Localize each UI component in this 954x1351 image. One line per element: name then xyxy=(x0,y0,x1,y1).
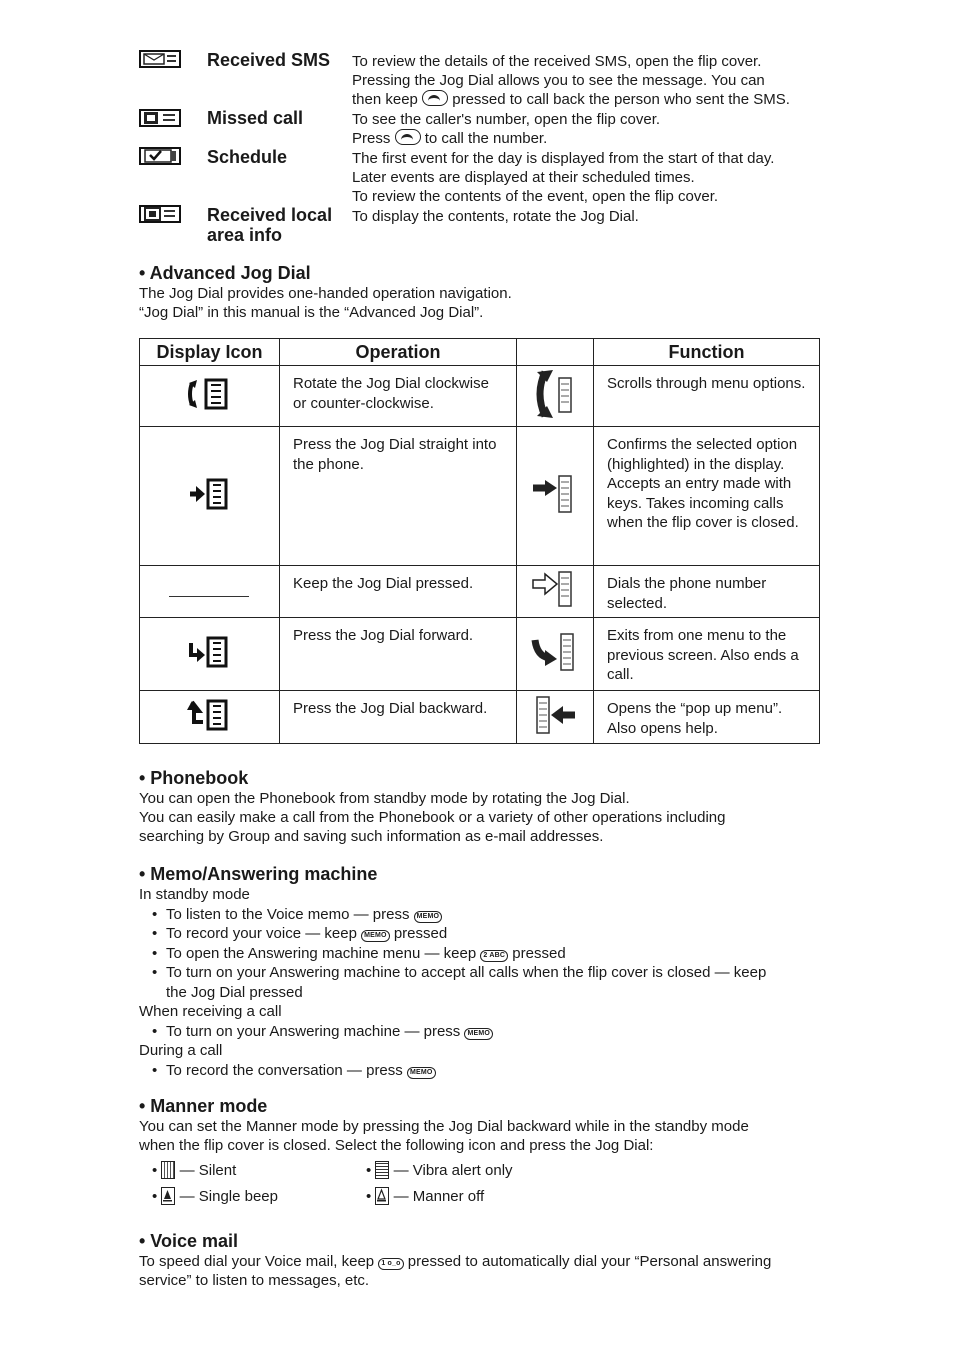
silent-icon xyxy=(161,1161,175,1179)
phonebook-heading: • Phonebook xyxy=(139,768,249,788)
missed-call-icon xyxy=(139,109,181,127)
memo-body xyxy=(139,885,829,1080)
key-1-icon: 1 o_o xyxy=(378,1258,403,1270)
manner-p1: You can set the Manner mode by pressing the Jog Dial backward while in the standby mode xyxy=(139,1118,749,1135)
missed-call-line2a: Press xyxy=(352,130,391,147)
local-area-info-title2: area info xyxy=(207,225,283,245)
op-rotate: Rotate the Jog Dial clockwise or counter-clockwise. xyxy=(293,375,489,412)
fn-backward: Opens the “pop up menu”. Also opens help. xyxy=(607,700,783,737)
table-row xyxy=(140,366,820,427)
received-sms-line3a: then keep xyxy=(352,91,418,108)
memo-b5-text: To turn on your Answering machine — press xyxy=(166,1022,461,1040)
forward-icon xyxy=(140,618,280,691)
memo-b3a-text: To open the Answering machine menu — keep xyxy=(166,944,477,962)
memo-standby-label: In standby mode xyxy=(139,886,250,903)
local-area-info-icon xyxy=(139,205,181,223)
received-sms-line3b: pressed to call back the person who sent the SMS. xyxy=(452,91,790,108)
memo-heading: • Memo/Answering machine xyxy=(139,864,378,884)
backward-icon xyxy=(140,691,280,744)
memo-key-icon: MEMO xyxy=(414,911,443,923)
memo-during-label: During a call xyxy=(139,1042,223,1059)
memo-b4b-text: the Jog Dial pressed xyxy=(166,983,303,1001)
memo-b2a-text: To record your voice — keep xyxy=(166,925,357,942)
received-sms-line3 xyxy=(352,90,790,110)
memo-key-icon: MEMO xyxy=(407,1067,436,1079)
manner-silent-label: — Silent xyxy=(179,1162,237,1179)
jog-dial-table xyxy=(139,338,820,744)
phonebook-p3: searching by Group and saving such information as e-mail addresses. xyxy=(139,828,604,845)
memo-b2b-text: pressed xyxy=(393,925,448,942)
op-forward: Press the Jog Dial forward. xyxy=(293,627,474,644)
schedule-line2: Later events are displayed at their scheduled times. xyxy=(352,169,695,186)
list-item xyxy=(139,924,829,944)
op-backward: Press the Jog Dial backward. xyxy=(293,700,488,717)
forward-illustration-icon xyxy=(517,618,594,691)
op-keep: Keep the Jog Dial pressed. xyxy=(293,575,474,592)
voicemail-p1b-text: pressed to automatically dial your “Personal answering xyxy=(407,1253,772,1270)
received-sms-line2: Pressing the Jog Dial allows you to see the message. You can xyxy=(352,72,765,89)
col-function: Function xyxy=(594,339,820,366)
schedule-title: Schedule xyxy=(207,147,288,167)
memo-key-icon: MEMO xyxy=(361,930,390,942)
memo-b1-text: To listen to the Voice memo — press xyxy=(166,905,410,923)
list-item xyxy=(139,963,829,1002)
call-key-icon xyxy=(422,90,448,106)
op-press: Press the Jog Dial straight into the phone. xyxy=(293,436,497,473)
backward-illustration-icon xyxy=(517,691,594,744)
press-icon xyxy=(140,427,280,566)
received-sms-icon xyxy=(139,50,181,68)
manner-off: • — Manner off xyxy=(366,1188,485,1205)
col-operation: Operation xyxy=(280,339,517,366)
table-row xyxy=(140,427,820,566)
memo-b6-text: To record the conversation — press xyxy=(166,1061,403,1079)
col-blank xyxy=(517,339,594,366)
list-item xyxy=(139,905,829,925)
manner-beep-label: — Single beep xyxy=(179,1188,278,1205)
missed-call-line2b: to call the number. xyxy=(424,130,548,147)
fn-press: Confirms the selected option (highlighted) in the display. Accepts an entry made with keys. Takes incoming calls when the flip cover is closed. xyxy=(607,436,799,531)
missed-call-line2 xyxy=(352,129,547,149)
rotate-icon xyxy=(140,366,280,427)
blank-line xyxy=(169,596,249,597)
manner-heading: • Manner mode xyxy=(139,1096,268,1116)
schedule-line1: The first event for the day is displayed from the start of that day. xyxy=(352,150,775,167)
received-sms-line1: To review the details of the received SMS, open the flip cover. xyxy=(352,53,762,70)
schedule-icon xyxy=(139,147,181,165)
manner-off-label: — Manner off xyxy=(393,1188,485,1205)
jog-heading: • Advanced Jog Dial xyxy=(139,263,311,283)
manner-vibra: • — Vibra alert only xyxy=(366,1162,513,1179)
jog-intro2: “Jog Dial” in this manual is the “Advanced Jog Dial”. xyxy=(139,304,484,321)
table-row xyxy=(140,618,820,691)
memo-key-icon: MEMO xyxy=(464,1028,493,1040)
rotate-illustration-icon xyxy=(517,366,594,427)
single-beep-icon xyxy=(161,1187,175,1205)
memo-during-list xyxy=(139,1061,829,1081)
table-row xyxy=(140,691,820,744)
memo-standby-list xyxy=(139,905,829,1003)
memo-b4a-text: To turn on your Answering machine to accept all calls when the flip cover is closed — keep xyxy=(166,964,767,981)
memo-b3b-text: pressed xyxy=(512,944,566,962)
manner-silent: • — Silent xyxy=(152,1162,237,1179)
manner-off-icon xyxy=(375,1187,389,1205)
manner-vibra-label: — Vibra alert only xyxy=(393,1162,513,1179)
received-sms-title: Received SMS xyxy=(207,50,331,70)
table-row xyxy=(140,566,820,618)
missed-call-title: Missed call xyxy=(207,108,304,128)
schedule-line3: To review the contents of the event, open the flip cover. xyxy=(352,188,719,205)
no-icon-cell xyxy=(140,566,280,618)
list-item xyxy=(139,944,829,964)
keep-pressed-illustration-icon xyxy=(517,566,594,618)
fn-keep: Dials the phone number selected. xyxy=(607,575,767,612)
missed-call-line1: To see the caller's number, open the flip cover. xyxy=(352,111,661,128)
table-header-row xyxy=(140,339,820,366)
vibra-icon xyxy=(375,1161,389,1179)
voicemail-p1 xyxy=(139,1252,771,1272)
voicemail-heading: • Voice mail xyxy=(139,1231,239,1251)
memo-receiving-label: When receiving a call xyxy=(139,1003,282,1020)
call-key-icon xyxy=(395,129,421,145)
press-illustration-icon xyxy=(517,427,594,566)
local-area-info-line1: To display the contents, rotate the Jog Dial. xyxy=(352,208,639,225)
fn-forward: Exits from one menu to the previous screen. Also ends a call. xyxy=(607,627,799,683)
local-area-info-title1: Received local xyxy=(207,205,333,225)
list-item xyxy=(139,1061,829,1081)
jog-intro1: The Jog Dial provides one-handed operation navigation. xyxy=(139,285,512,302)
manner-p2: when the flip cover is closed. Select the following icon and press the Jog Dial: xyxy=(139,1137,654,1154)
fn-rotate: Scrolls through menu options. xyxy=(607,375,806,392)
list-item xyxy=(139,1022,829,1042)
voicemail-p1a-text: To speed dial your Voice mail, keep xyxy=(139,1253,375,1270)
col-display-icon: Display Icon xyxy=(140,339,280,366)
key-2-icon: 2 ABC xyxy=(480,950,508,962)
voicemail-p2: service” to listen to messages, etc. xyxy=(139,1272,370,1289)
phonebook-p1: You can open the Phonebook from standby mode by rotating the Jog Dial. xyxy=(139,790,630,807)
memo-receiving-list xyxy=(139,1022,829,1042)
phonebook-p2: You can easily make a call from the Phonebook or a variety of other operations including xyxy=(139,809,726,826)
manner-beep: • — Single beep xyxy=(152,1188,278,1205)
